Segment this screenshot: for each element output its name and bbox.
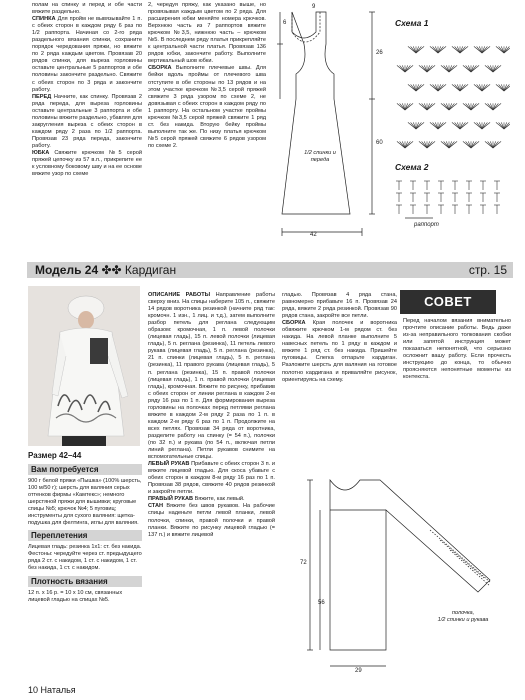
body-text: Прибавьте с обеих сторон 3 п. и вяжите лицевой гладью. Для скоса убавьте с обеих сторон в каждом 8-м ряду 16 раз по 1 п. Провязав 38 рядов, свяжите 40 рядов резинкой и закройте петли. [148, 461, 275, 496]
ornament-icon: ✤✤ [98, 263, 125, 277]
dimension-label: 6 [283, 20, 287, 26]
size-heading: Размер 42–44 [28, 451, 82, 460]
paragraph: гладью. Провязав 4 ряда стана, равномерно прибавьте 16 п. Провязав 24 ряда, вяжите 2 ряда резинкой. Провязав 90 рядов стана, закройте все петли. [282, 292, 397, 320]
section-heading: Переплетения [28, 530, 142, 541]
dimension-label: 42 [310, 232, 317, 238]
body-text: Вяжите без швов рукавов. На рабочие спицы наденьте петли левой планки, левой полочки, спинки, правой полочки и правой планки. Вяжите по рисунку лицевой гладью (= 137 п.) и вяжите лицевой [148, 503, 275, 538]
section-heading: Вам потребуется [28, 464, 142, 475]
body-text: Для пройм не вывязывайте 1 п. с обеих сторон в каждом ряду 6 раз по 1/2 раппорта. Начиная со 2-го ряда раздельного вязания спинки, сохраните порядок чередования пряжи, но вяжите по 2 ряда каждым цветом. Провязав 20 рядов спинки, для выреза горловины оставьте центральные 5 раппортов и обе половины закончите раздельно. Свяжите с обеих сторон по 3 ряда и закончите работу. [32, 16, 142, 93]
stitch-text: Лицевая гладь: резинка 1х1: ст. без накида. [28, 544, 142, 551]
section-heading: Плотность вязания [28, 576, 142, 587]
paragraph: 2, чередуя пряжу, как указано выше, но провязывая каждым цветом по 2 ряда. Для расширения юбки меняйте номера крючков. Верхнюю часть из 7 раппортов вяжите крючком №3,5, нижнюю часть – крючком №5. В последнем ряду платья прикрепляйте к центральной части платья. Провязав 136 рядов юбки, закончите работу. Выполните вертикальный шов юбки. [148, 2, 266, 65]
cardigan-pattern-diagram [290, 470, 520, 680]
dimension-label: 29 [355, 668, 362, 674]
scheme-1-chart [395, 30, 510, 152]
model-banner [27, 262, 513, 278]
dimension-label: 60 [376, 140, 383, 146]
dimension-label: 9 [312, 4, 316, 10]
gauge-text: 12 п. х 16 р. = 10 х 10 см, связанных лицевой гладью на спицах №5. [28, 589, 123, 603]
model-name: Кардиган [124, 263, 177, 277]
paragraph [148, 65, 266, 150]
model-number: Модель 24 [35, 263, 99, 277]
body-text: Вяжите, как левый. [193, 496, 245, 503]
dimension-label: 56 [318, 600, 325, 606]
dimension-label: 26 [376, 50, 383, 56]
diagram-label: 1/2 спинки и переда [304, 150, 336, 163]
paragraph [148, 292, 275, 461]
paragraph [32, 16, 142, 94]
scheme-1-label: Схема 1 [395, 18, 429, 28]
model-title [35, 263, 176, 277]
paragraph [32, 94, 142, 150]
heading: СБОРКА [148, 65, 172, 72]
heading: СТАН [148, 503, 164, 510]
materials-text: 900 г белой пряжи «Пышка» (100% шерсть, 100 м/50 г); шерсть для валяния серых оттенков фирмы «Камтекс»; немного шерстяной пряжи для вышивки; круговые спицы №5; крючок №4; 5 пуговиц; инструменты для сухого валяния: щетка-подушка для фелтинга, иглы для валяния. [28, 478, 142, 527]
text-column-4 [282, 292, 397, 384]
model-photo [28, 286, 140, 446]
heading: ОПИСАНИЕ РАБОТЫ [148, 292, 211, 298]
advice-text [403, 318, 511, 381]
body-text: Начните, как спинку. Провязав 2 ряда переда, для выреза горловины оставьте центральные 3 раппорта и обе половины вяжите раздельно, убавляя для закругления выреза с обеих сторон в каждом ряду 2 раза по 1/2 раппорта. Провязав 23 ряда переда, закончите работу. [32, 93, 142, 149]
materials-block [28, 450, 142, 604]
paragraph [32, 150, 142, 178]
scheme-2-label: Схема 2 [395, 162, 429, 172]
heading: СБОРКА [282, 320, 306, 327]
dress-pattern-diagram [272, 4, 382, 248]
stitch-text: Фестоны: чередуйте через ст. предыдущего ряда 2 ст. с накидом, 1 ст. с накидом, 1 ст. без накида, 1 ст. с накидом. [28, 551, 142, 572]
paragraph: Перед началом вязания внимательно прочтите описание работы. Ведь даже из-за неправильного толкования скобки или запятой инструкция может показаться непонятной, что серьезно осложнит вашу работу. Если прочесть инструкцию до конца, то обычно проясняются непонятные моменты из контекста. [403, 318, 511, 381]
heading: ЛЕВЫЙ РУКАВ [148, 461, 190, 468]
heading: ЮБКА [32, 149, 50, 156]
advice-heading: СОВЕТ [400, 290, 496, 314]
dimension-label: 72 [300, 560, 307, 566]
rapport-label: раппорт [414, 222, 439, 228]
paragraph [282, 320, 397, 383]
paragraph [148, 503, 275, 538]
cardigan-diagram-label: полочка, 1/2 спинки и рукава [437, 610, 489, 623]
paragraph [148, 496, 275, 503]
heading: ПЕРЕД [32, 93, 52, 100]
paragraph: полам на спинку и перед и обе части вяжите раздельно. [32, 2, 142, 16]
body-text: Выполните плечевые швы. Для бейки вдоль проймы от плечевого шва отступите в обе стороны по 13 рядов и на этом участке крючком №3,5 серой пряжей свяжите 3 ряда узором по схеме 2, не довязывая с обеих сторон в каждом ряду по 1 раппорту. На остальном участке проймы крючком №3,5 серой пряжей свяжите 1 ряд ст. без накида. Вторую бейку проймы выполните так же. По низу платья крючком №5 серой пряжей свяжите 6 рядов узором по схеме 2. [148, 65, 266, 149]
heading: ПРАВЫЙ РУКАВ [148, 496, 194, 503]
text-column-1 [32, 2, 142, 178]
body-text: Свяжите крючком №5 серой пряжей цепочку из 57 в.п., прикрепите ее к условному боковому шву и на ее основе вяжите узор по схеме [32, 149, 142, 178]
body-text: Края полочек и воротника обвяжите крючком 1-м рядом ст. без накида. На левой планке выполните 5 навесных петель по 1 ряду в каждом и вяжите 1 ряд ст. без накида. Пришейте пуговицы. Слегка отпарьте кардиган. Разложите шерсть для валяния на готовое полотно кардигана и приваляйте рисунок, ориентируясь на схему. [282, 320, 397, 383]
page-footer: 10 Наталья [28, 685, 76, 695]
body-text: Направление работы сверху вниз. На спицы наберите 105 п., свяжите 14 рядов воротника резинкой (начните ряд так: кромочн. 1 изн., 1 лиц. и т.д.), затем выполните разбор петель для реглана следующим образом: кромочная, 1 п. левой полочки (лицевая гладь), 15 п. левой полочки (лицевая гладь), 5 п. реглана (резинка), 11 петель левого рукава (лицевая гладь), 5 п. реглана (резинка), 21 п. спинки (лицевая гладь), 5 п. реглана (резинка), 11 правого рукава (лицевая гладь), 5 п. реглана (резинка), 15 п. правой полочки (лицевая гладь), 1 п. правой полочки (лицевая гладь), кромочная. Вяжите по рисунку, прибавив с обеих сторон от линии реглана в каждом 2-м ряду 16 раз по 1 п. Для формирования выреза горловины на полочках перед петлями реглана вяжите в каждом 2-м ряду 2 раза по 1 п. в каждом 2-м ряду 6 раз по 1 п. Продолжите на всех петлях. Провязав 34 ряда от воротника, разделите работу на спинку (= 54 п.), полочки (по 32 п.) и рукава (по 54 п., включая петли линий реглана). Петли рукавов снимите на вспомогательные спицы. [148, 292, 275, 461]
cardigan-photo-image [28, 286, 140, 446]
heading: СПИНКА [32, 16, 56, 23]
text-column-3 [148, 292, 275, 539]
page-reference: стр. 15 [468, 263, 507, 277]
text-column-2 [148, 2, 266, 150]
paragraph [148, 461, 275, 496]
scheme-2-chart [393, 174, 511, 224]
